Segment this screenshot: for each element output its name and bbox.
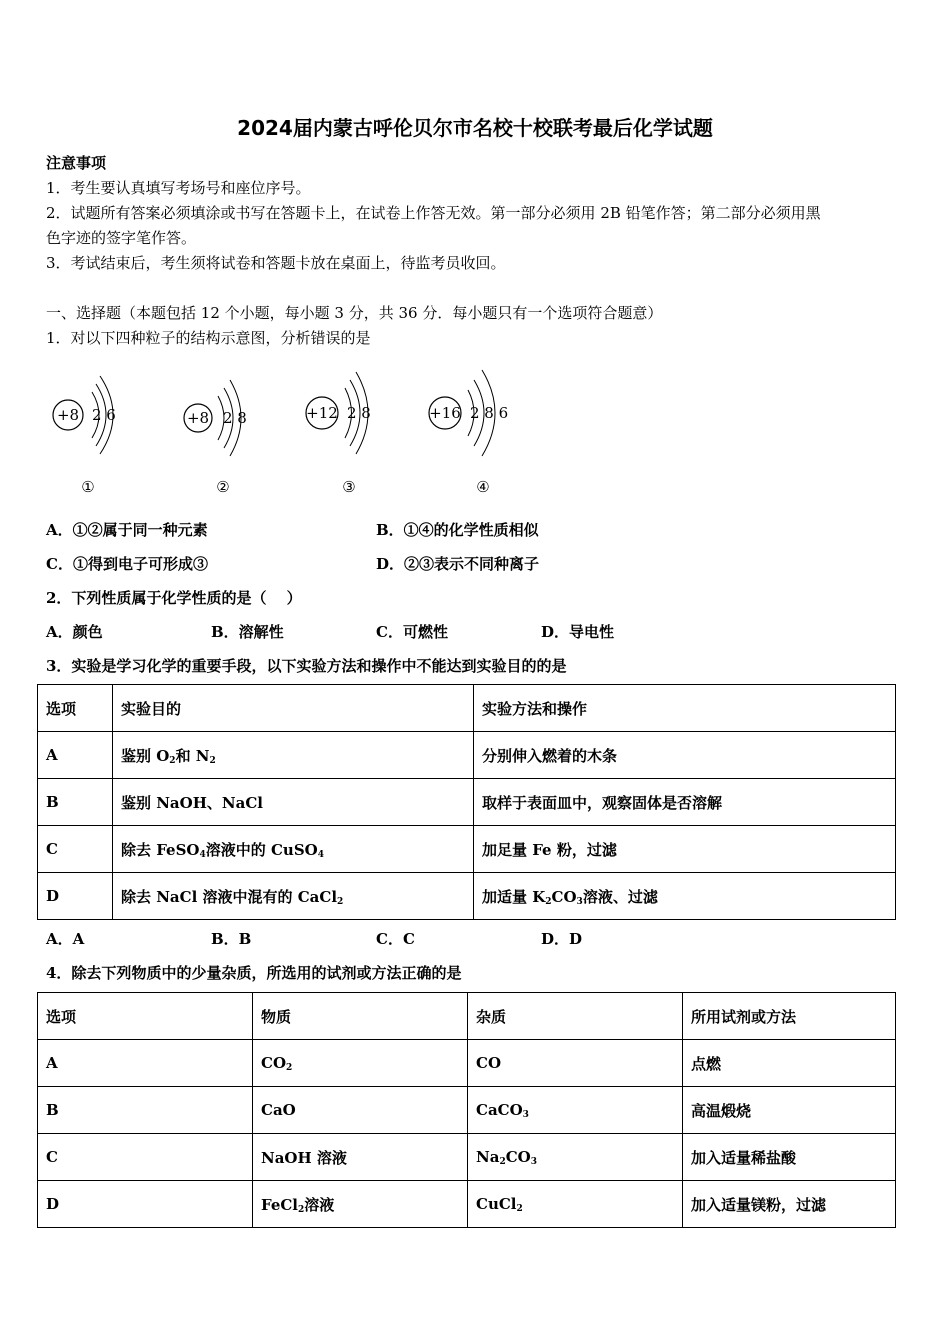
table-row [38,732,896,779]
table-header-cell: 实验方法和操作 [474,685,896,732]
table-header-cell: 选项 [38,685,113,732]
option-cell: B [38,1087,253,1134]
option-cell: A [38,732,113,779]
table-header-row [38,685,896,732]
q3-option-d[interactable]: D．D [541,930,583,948]
q1-stem: 1．对以下四种粒子的结构示意图，分析错误的是 [46,329,371,347]
section-heading: 一、选择题（本题包括 12 个小题，每小题 3 分，共 36 分．每小题只有一个选项符合题意） [46,304,663,322]
notice-item-3: 3．考试结束后，考生须将试卷和答题卡放在桌面上，待监考员收回。 [46,254,506,272]
substance-cell: CaO [253,1087,468,1134]
q2-option-c[interactable]: C．可燃性 [376,623,448,641]
table-row [38,873,896,920]
table-row [38,1087,896,1134]
q3-table [37,684,896,920]
notice-item-2: 2．试题所有答案必须填涂或书写在答题卡上，在试卷上作答无效。第一部分必须用 2B 铅笔作答；第二部分必须用黑 [46,204,821,222]
method-cell: 加入适量镁粉，过滤 [683,1181,896,1228]
nucleus-label: +8 [186,409,210,427]
particle-label: ④ [476,478,490,496]
q2-option-b[interactable]: B．溶解性 [211,623,284,641]
substance-cell: FeCl$_2$溶液 [253,1181,468,1228]
table-row [38,826,896,873]
goal-cell: 除去 NaCl 溶液中混有的 CaCl$_2$ [113,873,474,920]
table-header-cell: 实验目的 [113,685,474,732]
q3-option-a[interactable]: A．A [46,930,85,948]
notice-item-1: 1．考生要认真填写考场号和座位序号。 [46,179,311,197]
goal-cell: 鉴别 $O_2$和 $N_2$ [113,732,474,779]
q2-stem: 2．下列性质属于化学性质的是（ ） [46,589,302,607]
method-cell: 取样于表面皿中，观察固体是否溶解 [474,779,896,826]
particle-1 [53,376,116,496]
table-row [38,1040,896,1087]
particle-label: ① [81,478,95,496]
method-cell: 加足量 Fe 粉，过滤 [474,826,896,873]
option-cell: C [38,1134,253,1181]
q4-stem: 4．除去下列物质中的少量杂质，所选用的试剂或方法正确的是 [46,964,462,982]
impurity-cell: CaCO$_3$ [468,1087,683,1134]
q3-stem: 3．实验是学习化学的重要手段，以下实验方法和操作中不能达到实验目的的是 [46,657,567,675]
q1-option-a[interactable]: A．①②属于同一种元素 [46,521,208,539]
substance-cell: NaOH 溶液 [253,1134,468,1181]
table-header-cell: 选项 [38,993,253,1040]
shell-label: 2 6 [92,406,116,424]
q3-option-c[interactable]: C．C [376,930,415,948]
option-cell: C [38,826,113,873]
q2-option-a[interactable]: A．颜色 [46,623,103,641]
goal-cell: 除去 FeSO$_4$溶液中的 CuSO$_4$ [113,826,474,873]
method-cell: 分别伸入燃着的木条 [474,732,896,779]
particle-diagrams [40,360,560,510]
option-cell: D [38,1181,253,1228]
impurity-cell: CuCl$_2$ [468,1181,683,1228]
particle-4 [429,370,508,496]
q4-table [37,992,896,1228]
nucleus-label: +16 [429,404,461,422]
option-cell: D [38,873,113,920]
table-row [38,1181,896,1228]
substance-cell: $CO_2$ [253,1040,468,1087]
goal-cell: 鉴别 NaOH、NaCl [113,779,474,826]
notice-heading: 注意事项 [46,154,107,172]
particle-2 [184,380,247,496]
nucleus-label: +8 [56,406,80,424]
notice-item-2-cont: 色字迹的签字笔作答。 [46,229,197,247]
particle-3 [306,372,371,496]
table-row [38,1134,896,1181]
q3-option-b[interactable]: B．B [211,930,252,948]
table-row [38,779,896,826]
method-cell: 点燃 [683,1040,896,1087]
nucleus-label: +12 [306,404,338,422]
q2-option-d[interactable]: D．导电性 [541,623,615,641]
q1-option-b[interactable]: B．①④的化学性质相似 [376,521,539,539]
method-cell: 高温煅烧 [683,1087,896,1134]
particle-label: ② [216,478,230,496]
option-cell: A [38,1040,253,1087]
table-header-cell: 杂质 [468,993,683,1040]
particle-label: ③ [342,478,356,496]
impurity-cell: CO [468,1040,683,1087]
q1-option-d[interactable]: D．②③表示不同种离子 [376,555,540,573]
table-header-cell: 物质 [253,993,468,1040]
shell-label: 2 8 6 [470,404,509,422]
q1-option-c[interactable]: C．①得到电子可形成③ [46,555,208,573]
table-header-row [38,993,896,1040]
method-cell: 加适量 $K_2CO_3$溶液、过滤 [474,873,896,920]
shell-label: 2 8 [223,409,247,427]
shell-label: 2 8 [347,404,371,422]
option-cell: B [38,779,113,826]
method-cell: 加入适量稀盐酸 [683,1134,896,1181]
table-header-cell: 所用试剂或方法 [683,993,896,1040]
page-title: 2024届内蒙古呼伦贝尔市名校十校联考最后化学试题 [237,116,713,140]
impurity-cell: $Na_2CO_3$ [468,1134,683,1181]
